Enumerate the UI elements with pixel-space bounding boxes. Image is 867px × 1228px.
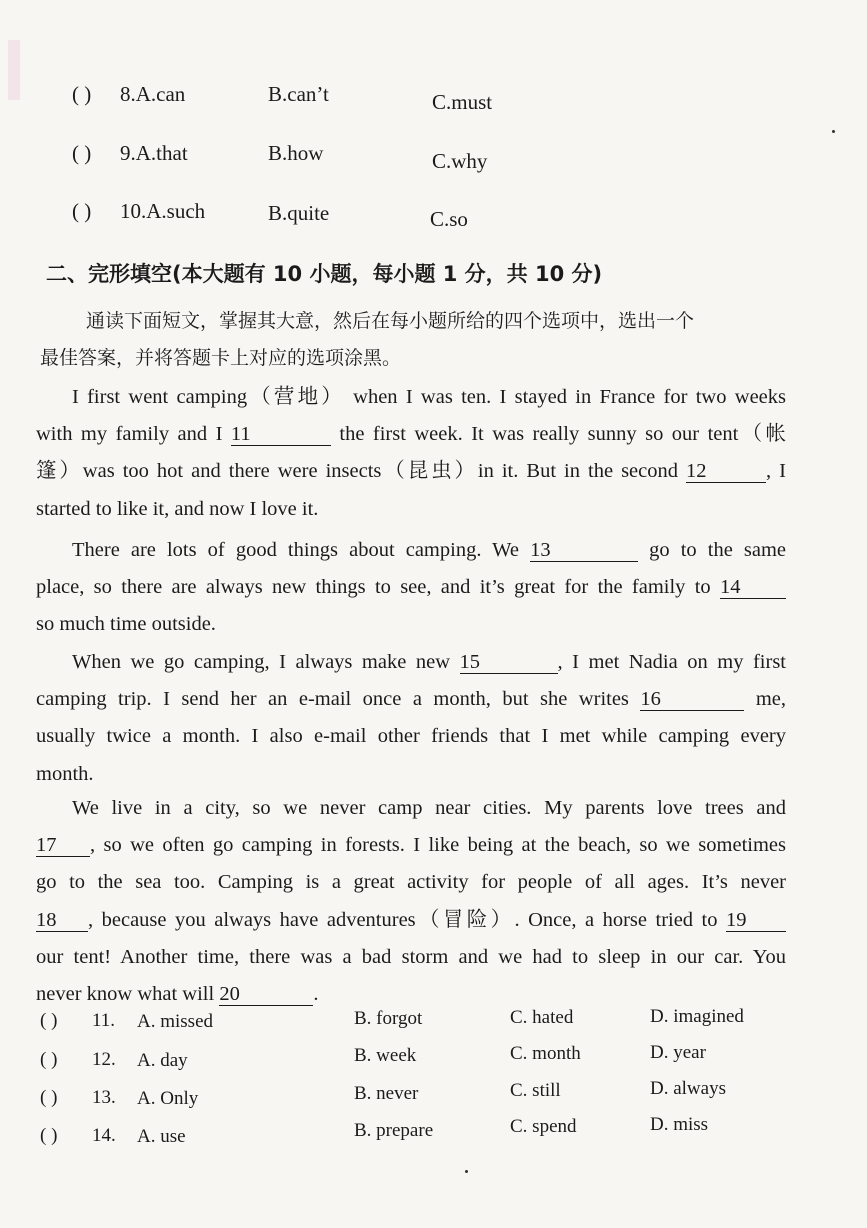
text-line: camping trip. I send her an e-mail once a month, but she writes 16 me,: [36, 688, 787, 711]
option-c: C. hated: [510, 1007, 574, 1028]
section-title: 二、完形填空(本大题有 10 小题，每小题 1 分，共 10 分): [46, 262, 603, 286]
answer-paren: ( ): [72, 141, 92, 165]
paragraph-3: [36, 644, 786, 793]
text-line: 17 , so we often go camping in forests. I like being at the beach, so we sometimes: [36, 834, 786, 857]
option-d: D. year: [650, 1042, 706, 1063]
option-c: C. still: [510, 1080, 561, 1101]
question-row: [72, 199, 205, 224]
option-c: C.must: [432, 90, 493, 114]
option-b: B. prepare: [354, 1120, 434, 1141]
text-line: There are lots of good things about camping. We 13 go to the same: [72, 539, 787, 561]
option-a: 8.A.can: [120, 82, 186, 106]
text-line: When we go camping, I always make new 15 , I met Nadia on my first: [72, 651, 787, 673]
option-a: A. Only: [137, 1088, 199, 1109]
option-b: B. never: [354, 1083, 419, 1104]
option-d: D. imagined: [650, 1006, 744, 1027]
option-d: D. miss: [650, 1114, 709, 1135]
text-line: I first went camping（营地） when I was ten. I stayed in France for two weeks: [72, 386, 786, 408]
option-b: B.quite: [268, 201, 330, 225]
text-line: We live in a city, so we never camp near cities. My parents love trees and: [72, 797, 786, 819]
paragraph-1: [36, 379, 786, 528]
option-a: A. use: [137, 1126, 186, 1147]
blank-19: 19: [726, 909, 786, 932]
option-a: A. missed: [137, 1011, 213, 1032]
scan-dot: [832, 130, 835, 133]
option-b: B. forgot: [354, 1008, 423, 1029]
blank-13: 13: [530, 539, 638, 562]
paragraph-2: [36, 532, 786, 644]
option-a: 9.A.that: [120, 141, 188, 165]
option-a: 10.A.such: [120, 199, 206, 223]
text-line: started to like it, and now I love it.: [36, 497, 319, 520]
question-row: [72, 141, 188, 166]
text-line: usually twice a month. I also e-mail other friends that I met while camping every: [36, 725, 786, 748]
text-line: 篷）was too hot and there were insects（昆虫）in it. But in the second 12 , I: [36, 460, 787, 483]
instruction-line-2: 最佳答案，并将答题卡上对应的选项涂黑。: [40, 347, 402, 369]
option-c: C. spend: [510, 1116, 577, 1137]
text-line: with my family and I 11 the first week. It was really sunny so our tent（帐: [36, 423, 786, 446]
option-b: B. week: [354, 1045, 417, 1066]
blank-18: 18: [36, 909, 88, 932]
text-line: never know what will 20 .: [36, 982, 319, 1005]
text-line: our tent! Another time, there was a bad storm and we had to sleep in our car. You: [36, 945, 786, 968]
option-c: C.why: [432, 149, 488, 173]
option-c: C.so: [430, 207, 468, 231]
text-line: so much time outside.: [36, 613, 216, 636]
text-line: place, so there are always new things to see, and it’s great for the family to 14: [36, 569, 786, 606]
blank-11: 11: [231, 423, 331, 446]
answer-row-11: ( ) 11.: [40, 1010, 116, 1031]
option-b: B.can’t: [268, 82, 329, 106]
blank-20: 20: [219, 983, 313, 1006]
text-line: go to the sea too. Camping is a great activity for people of all ages. It’s never: [36, 871, 786, 894]
option-d: D. always: [650, 1078, 726, 1099]
text-line: month.: [36, 762, 94, 785]
blank-15: 15: [460, 651, 558, 674]
answer-row-13: ( ) 13.: [40, 1087, 116, 1108]
paragraph-4: [36, 790, 786, 1013]
answer-row-14: ( ) 14.: [40, 1125, 116, 1146]
text-line: 18 , because you always have adventures（冒险）. Once, a horse tried to 19: [36, 902, 786, 939]
option-b: B.how: [268, 141, 324, 165]
option-a: A. day: [137, 1050, 188, 1071]
blank-12: 12: [686, 460, 766, 483]
scan-mark: [8, 40, 20, 100]
blank-14: 14: [720, 576, 786, 599]
blank-17: 17: [36, 834, 90, 857]
instruction-line-1: 通读下面短文，掌握其大意，然后在每小题所给的四个选项中，选出一个: [86, 310, 695, 332]
scan-dot: [465, 1170, 468, 1173]
blank-16: 16: [640, 688, 744, 711]
question-row: [72, 82, 185, 107]
answer-paren: ( ): [72, 199, 92, 223]
answer-paren: ( ): [72, 82, 92, 106]
answer-row-12: ( ) 12.: [40, 1049, 116, 1070]
option-c: C. month: [510, 1043, 581, 1064]
